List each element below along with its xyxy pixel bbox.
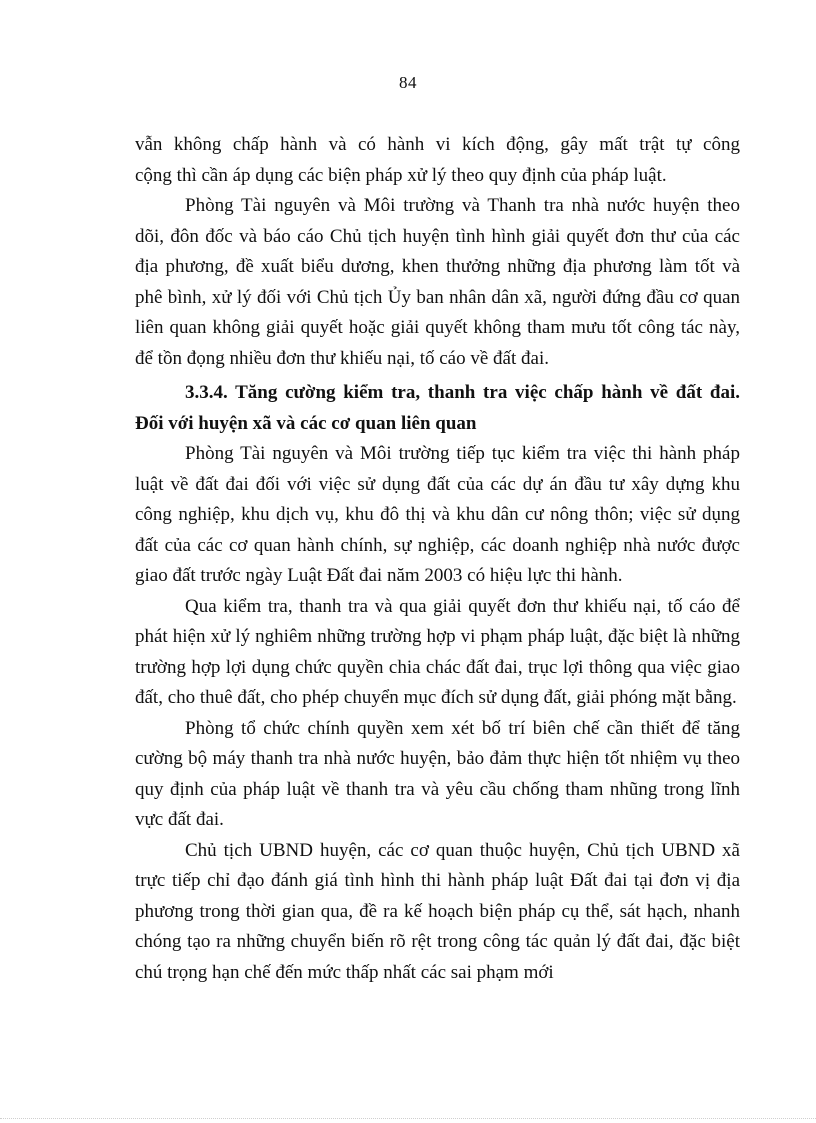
heading-line: Đối với huyện xã và các cơ quan liên quan: [135, 412, 477, 434]
text-line: Phòng Tài nguyên và Môi trường tiếp tục kiểm tra việc thi hành pháp: [185, 443, 740, 464]
page-bottom-border: [0, 1118, 816, 1119]
text-line: Chủ tịch UBND huyện, các cơ quan thuộc huyện, Chủ tịch UBND xã: [185, 839, 740, 861]
text-line: liên quan không giải quyết hoặc giải quyết không tham mưu tốt công tác này,: [135, 317, 740, 338]
text-line: phát hiện xử lý nghiêm những trường hợp vi phạm pháp luật, đặc biệt là những: [135, 626, 740, 647]
text-line: công nghiệp, khu dịch vụ, khu đô thị và khu dân cư nông thôn; việc sử dụng: [135, 504, 740, 525]
text-line: luật về đất đai đối với việc sử dụng đất của các dự án đầu tư xây dựng khu: [135, 473, 740, 495]
document-body: [135, 130, 740, 988]
text-line: giao đất trước ngày Luật Đất đai năm 2003 có hiệu lực thi hành.: [135, 565, 623, 586]
text-line: đất, cho thuê đất, cho phép chuyển mục đích sử dụng đất, giải phóng mặt bằng.: [135, 687, 737, 708]
text-line: phương trong thời gian qua, đề ra kế hoạch biện pháp cụ thể, sát hạch, nhanh: [135, 900, 740, 922]
heading-line: 3.3.4. Tăng cường kiểm tra, thanh tra việc chấp hành về đất đai.: [185, 382, 740, 403]
text-line: đất của các cơ quan hành chính, sự nghiệp, các doanh nghiệp nhà nước được: [135, 534, 740, 556]
section-heading: [135, 378, 740, 439]
text-line: vực đất đai.: [135, 809, 224, 830]
paragraph-continuation: [135, 130, 740, 191]
text-line: dõi, đôn đốc và báo cáo Chủ tịch huyện tình hình giải quyết đơn thư của các: [135, 225, 740, 247]
paragraph: [135, 836, 740, 989]
text-line: vẫn không chấp hành và có hành vi kích động, gây mất trật tự công: [135, 134, 740, 155]
text-line: chóng tạo ra những chuyển biến rõ rệt trong công tác quản lý đất đai, đặc biệt: [135, 931, 740, 952]
paragraph: [135, 439, 740, 592]
text-line: trực tiếp chỉ đạo đánh giá tình hình thi hành pháp luật Đất đai tại đơn vị địa: [135, 870, 740, 891]
paragraph: [135, 714, 740, 836]
page-number: 84: [399, 73, 417, 92]
text-line: Phòng Tài nguyên và Môi trường và Thanh tra nhà nước huyện theo: [185, 195, 740, 216]
text-line: Qua kiểm tra, thanh tra và qua giải quyết đơn thư khiếu nại, tố cáo để: [185, 595, 740, 617]
text-line: cộng thì cần áp dụng các biện pháp xử lý theo quy định của pháp luật.: [135, 164, 667, 186]
text-line: địa phương, đề xuất biểu dương, khen thưởng những địa phương làm tốt và: [135, 256, 740, 277]
text-line: cường bộ máy thanh tra nhà nước huyện, bảo đảm thực hiện tốt nhiệm vụ theo: [135, 748, 740, 769]
paragraph: [135, 191, 740, 374]
text-line: trường hợp lợi dụng chức quyền chia chác đất đai, trục lợi thông qua việc giao: [135, 656, 740, 678]
paragraph: [135, 592, 740, 714]
text-line: để tồn đọng nhiều đơn thư khiếu nại, tố cáo về đất đai.: [135, 347, 549, 369]
text-line: quy định của pháp luật về thanh tra và yêu cầu chống tham nhũng trong lĩnh: [135, 778, 740, 800]
text-line: phê bình, xử lý đối với Chủ tịch Ủy ban nhân dân xã, người đứng đầu cơ quan: [135, 286, 740, 308]
text-line: chú trọng hạn chế đến mức thấp nhất các sai phạm mới: [135, 961, 554, 983]
text-line: Phòng tổ chức chính quyền xem xét bố trí biên chế cần thiết để tăng: [185, 717, 740, 739]
